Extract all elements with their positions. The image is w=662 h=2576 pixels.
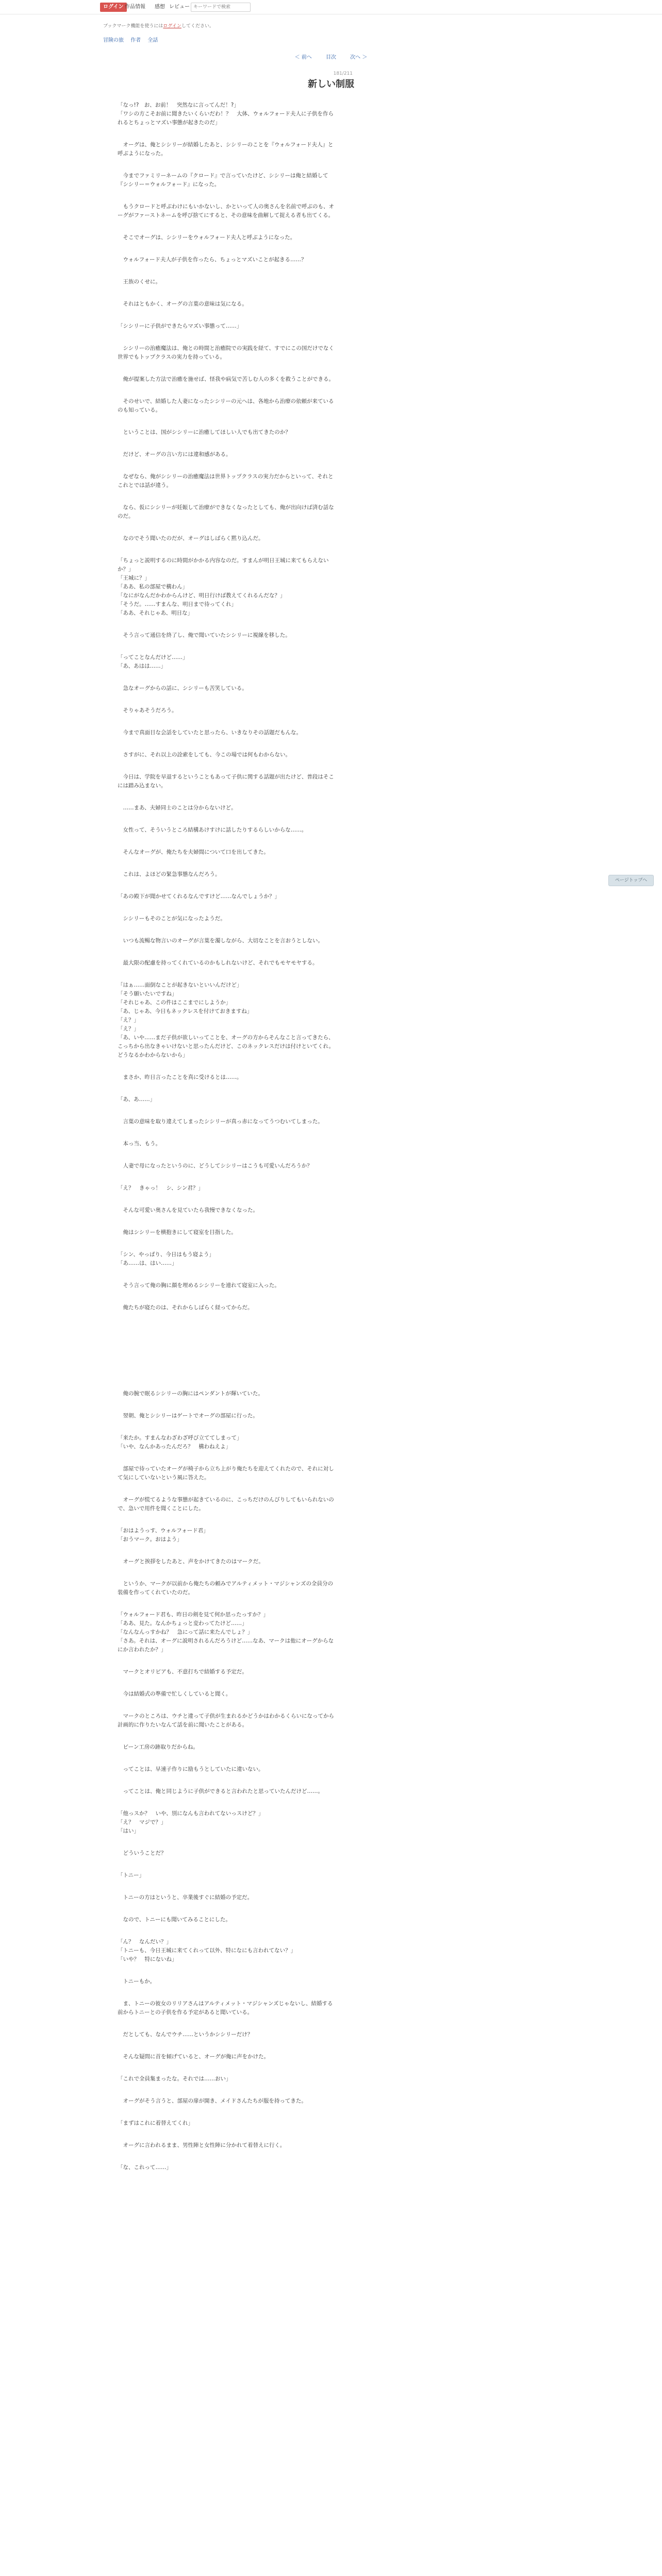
body-paragraph: 今までファミリーネームの『クロード』で言っていたけど、シシリーは俺と結婚して『シシリー＝ウォルフォード』になった。 [118,173,328,188]
body-paragraph: 「他っスか？ いや、別になんも言われてないっスけど？」 「え？ マジで？」 「はい」 [118,1810,264,1834]
body-paragraph: 今は結婚式の準備で忙しくしていると聞く。 [118,1691,231,1697]
episode-pager [0,54,662,61]
body-paragraph: 「あの殿下が聞かせてくれるなんですけど……なんでしょうか？」 [118,893,280,900]
body-paragraph: 俺の腕で眠るシシリーの胸にはペンダントが輝いていた。 [118,1391,263,1397]
body-paragraph: ビーン工房の跡取りだからね。 [118,1744,198,1750]
breadcrumb-all-episodes-link[interactable]: 全話 [147,38,158,43]
body-paragraph: 俺はシシリーを横抱きにして寝室を目指した。 [118,1229,237,1235]
body-paragraph: マークのところは、ウチと違って子供が生まれるかどうかはわかるくらいになってから計画的に作りたいなんて話を前に聞いたことがある。 [118,1713,334,1728]
notice-suffix: してください。 [181,24,214,29]
episode-body [118,101,337,2185]
breadcrumb [103,37,163,44]
next-episode-link[interactable]: 次へ ＞ [350,55,368,60]
body-paragraph: 「ってことなんだけど……」 「あ、あはは……」 [118,654,188,669]
body-paragraph: 翌朝、俺とシシリーはゲートでオーグの部屋に行った。 [118,1413,258,1419]
body-paragraph: もうクロードと呼ぶわけにもいかないし、かといって人の奥さんを名前で呼ぶのも、オーグがファーストネームを呼び捨てにすると、その意味を曲解して捉える者も出てくる。 [118,204,334,218]
body-paragraph: シシリーの治癒魔法は、俺との時間と治癒院での実践を経て、すでにこの国だけでなく世界でもトップクラスの実力を持っている。 [118,345,334,360]
body-paragraph: 「まずはこれに着替えてくれ」 [118,2120,193,2126]
top-navigation-bar [0,0,662,14]
search-input[interactable] [191,3,251,12]
body-paragraph: 「え？ きゃっ！ シ、シン君？」 [118,1185,204,1191]
body-paragraph: シシリーもそのことが気になったようだ。 [118,916,226,922]
episode-number: 181/211 [333,71,353,76]
body-paragraph: 「来たか。すまんなわざわざ呼び立ててしまって」 「いや、なんかあったんだろ？ 構わねえよ」 [118,1435,242,1450]
breadcrumb-series-link[interactable]: 冒険の旅 [103,38,124,43]
login-button[interactable]: ログイン [100,3,127,12]
nav-item-info[interactable]: 作品情報 [125,4,145,10]
body-paragraph: ってことは、俺と同じように子供ができると言われたと思っていたんだけど……。 [118,1788,323,1794]
body-paragraph: 俺が提案した方法で治癒を施せば、怪我や病気で苦しむ人の多くを救うことができる。 [118,376,334,382]
body-paragraph: オーグと挨拶をしたあと、声をかけてきたのはマークだ。 [118,1558,264,1565]
body-paragraph: 「トニー」 [118,1872,145,1878]
notice-prefix: ブックマーク機能を使うには [103,24,163,29]
body-paragraph: ……まあ、夫婦同士のことは分からないけど。 [118,805,237,811]
body-paragraph: 本っ当、もう。 [118,1141,161,1147]
body-paragraph: そう言って通信を終了し、俺で聞いていたシシリーに視線を移した。 [118,632,291,638]
body-paragraph: トニーの方はというと、卒業後すぐに結婚の予定だ。 [118,1894,253,1901]
body-paragraph: だけど、オーグの言い方には違和感がある。 [118,451,231,457]
body-paragraph: なら、仮にシシリーが妊娠して治療ができなくなったとしても、俺が出向けば済む話なのだ。 [118,504,334,519]
body-paragraph: そんな疑問に首を傾げていると、オーグが俺に声をかけた。 [118,2054,269,2060]
body-paragraph: マークとオリビアも、不意打ちで結婚する予定だ。 [118,1669,247,1675]
body-paragraph: さすがに、それ以上の詮索をしても、今この場では何もわからない。 [118,752,291,758]
body-paragraph: ってことは、早速子作りに励もうとしていたに違いない。 [118,1766,264,1772]
body-paragraph: 部屋で待っていたオーグが椅子から立ち上がり俺たちを迎えてくれたので、それに対して気にしていないという風に答えた。 [118,1466,334,1481]
body-paragraph: 人妻で母になったというのに、どうしてシシリーはこうも可愛いんだろうか？ [118,1163,312,1169]
body-paragraph: 「ん？ なんだい？」 「トニーも、今日王城に来てくれって以外、特になにも言われてない？」 「いや？ 特にないね」 [118,1939,296,1962]
body-paragraph: 女性って、そういうところ結構あけすけに話したりするらしいからな……。 [118,827,307,833]
body-paragraph: 「あ、あ……」 [118,1096,156,1103]
body-paragraph: どういうことだ？ [118,1850,167,1856]
body-paragraph: 今まで真面目な会話をしていたと思ったら、いきなりその話題だもんな。 [118,730,302,736]
body-paragraph: 「おはようっす、ウォルフォード君」 「おうマーク。おはよう」 [118,1528,209,1543]
episode-title: 新しい制服 [308,79,354,90]
breadcrumb-author-link[interactable]: 作者 [130,38,141,43]
body-paragraph: まさか、昨日言ったことを真に受けるとは……。 [118,1074,242,1080]
body-paragraph: そんな可愛い奥さんを見ていたら我慢できなくなった。 [118,1207,258,1213]
body-paragraph: 「ウォルフォード君も、昨日の剣を見て何か思ったっすか？」 「ああ、見た。なんかちょっと変わってたけど……」 「なんなんっすかね？ 急にって話に来たんでしょ？」 「さあ。それは、オーグに説明されるんだろうけど……なあ、マークは他にオーグからなにか言われたか？」 [118,1612,334,1653]
body-paragraph: 「なっ!? お、お前！ 突然なに言ってんだ！?」 「ワシの方こそお前に聞きたいくらいだわ！？ 大体、ウォルフォード夫人に子供を作られるとちょっとマズい事態が起きたのだ」 [118,102,334,126]
body-paragraph: なので、トニーにも聞いてみることにした。 [118,1917,231,1923]
body-paragraph: 「な、これって……」 [118,2164,172,2171]
body-paragraph: オーグに言われるまま、男性陣と女性陣に分かれて着替えに行く。 [118,2142,286,2148]
body-paragraph: 急なオーグからの話に、シシリーも苦笑している。 [118,685,247,691]
body-paragraph: 最大限の配慮を持ってくれているのかもしれないけど、それでもモヤモヤする。 [118,960,318,966]
body-paragraph: オーグが慌てるような事態が起きているのに、こっちだけのんびりしてもいられないので、急いで用件を聞くことにした。 [118,1497,334,1512]
body-paragraph: これは、よほどの緊急事態なんだろう。 [118,871,221,877]
body-paragraph: いつも流暢な物言いのオーグが言葉を濁しながら、大切なことを言おうとしない。 [118,938,323,944]
body-paragraph: なのでそう聞いたのだが、オーグはしばらく黙り込んだ。 [118,535,264,541]
page-top-button[interactable]: ページトップへ [608,875,654,886]
body-paragraph: そりゃあそうだろう。 [118,707,177,714]
body-paragraph: 「シシリーに子供ができたらマズい事態って……」 [118,323,242,329]
body-paragraph: そんなオーグが、俺たちを夫婦間について口を出してきた。 [118,849,269,855]
login-notice [103,23,214,29]
body-paragraph: なぜなら、俺がシシリーの治癒魔法は世界トップクラスの実力だからといって、それとこれとでは話が違う。 [118,473,334,488]
body-paragraph: そう言って俺の胸に顔を埋めるシシリーを連れて寝室に入った。 [118,1282,280,1289]
body-paragraph: オーグは、俺とシシリーが結婚したあと、シシリーのことを『ウォルフォード夫人』と呼ぶようになった。 [118,142,334,157]
body-paragraph: 「ちょっと説明するのに時間がかかる内容なのだ。すまんが明日王城に来てもらえないか？」 「王城に？」 「ああ、私の部屋で構わん」 「なにがなんだかわからんけど、明日行けば教えてくれるんだな？」 「そうだ。……すまんな、明日まで待ってくれ」 「ああ、それじゃあ、明日な」 [118,557,329,616]
body-paragraph: 王族のくせに。 [118,279,161,285]
body-paragraph: トニーもか。 [118,1978,156,1985]
notice-login-link[interactable]: ログイン [163,24,181,29]
body-paragraph: オーグがそう言うと、部屋の扉が開き、メイドさんたちが服を持ってきた。 [118,2098,307,2104]
body-paragraph: ま、トニーの彼女のリリアさんはアルティメット・マジシャンズじゃないし、結婚する前からトニーとの子供を作る予定があると聞いている。 [118,2001,333,2015]
nav-item-reviews[interactable]: レビュー [169,4,190,10]
body-paragraph: ということは、国がシシリーに治癒してほしい人でも出てきたのか？ [118,429,291,435]
body-paragraph: ウォルフォード夫人が子供を作ったら、ちょっとマズいことが起きる……？ [118,257,307,263]
table-of-contents-link[interactable]: 目次 [326,55,336,60]
body-paragraph: そのせいで、結婚した人妻になったシシリーの元へは、各地から治療の依頼が来ているのも知っている。 [118,398,334,413]
body-paragraph: それはともかく、オーグの言葉の意味は気になる。 [118,301,247,307]
body-paragraph: 「シン、やっぱり、今日はもう寝よう」 「あ……は、はい……」 [118,1251,214,1266]
body-paragraph: 言葉の意味を取り違えてしまったシシリーが真っ赤になってうつむいてしまった。 [118,1118,323,1125]
body-paragraph: 俺たちが寝たのは、それからしばらく経ってからだ。 [118,1304,253,1311]
body-paragraph: 今日は、学院を早退するということもあって子供に関する話題が出たけど、普段はそこには踏み込まない。 [118,774,334,789]
body-paragraph: そこでオーグは、シシリーをウォルフォード夫人と呼ぶようになった。 [118,234,296,241]
prev-episode-link[interactable]: ＜ 前へ [294,55,312,60]
nav-item-impressions[interactable]: 感想 [155,4,165,10]
body-paragraph: というか、マークが以前から俺たちの頼みでアルティメット・マジシャンズの全員分の装備を作ってくれていたのだ。 [118,1581,333,1596]
body-paragraph: 「はぁ……面倒なことが起きないといいんだけど」 「そう願いたいですね」 「それじゃあ、この件はここまでにしようか」 「あ、じゃあ、今日もネックレスを付けておきますね」 「え？」 「え？」 「あ、いや……まだ子供が欲しいってことを、オーグの方からそんなこと言ってきたら、こっちから出なきゃいけないと思ったんだけど、このネックレスだけは付けといてくれ。どうなるかわからないから」 [118,982,335,1058]
body-paragraph: 「これで全員集まったな。それでは……おい」 [118,2076,231,2082]
body-paragraph: だとしても、なんでウチ……というかシシリーだけ？ [118,2031,253,2038]
